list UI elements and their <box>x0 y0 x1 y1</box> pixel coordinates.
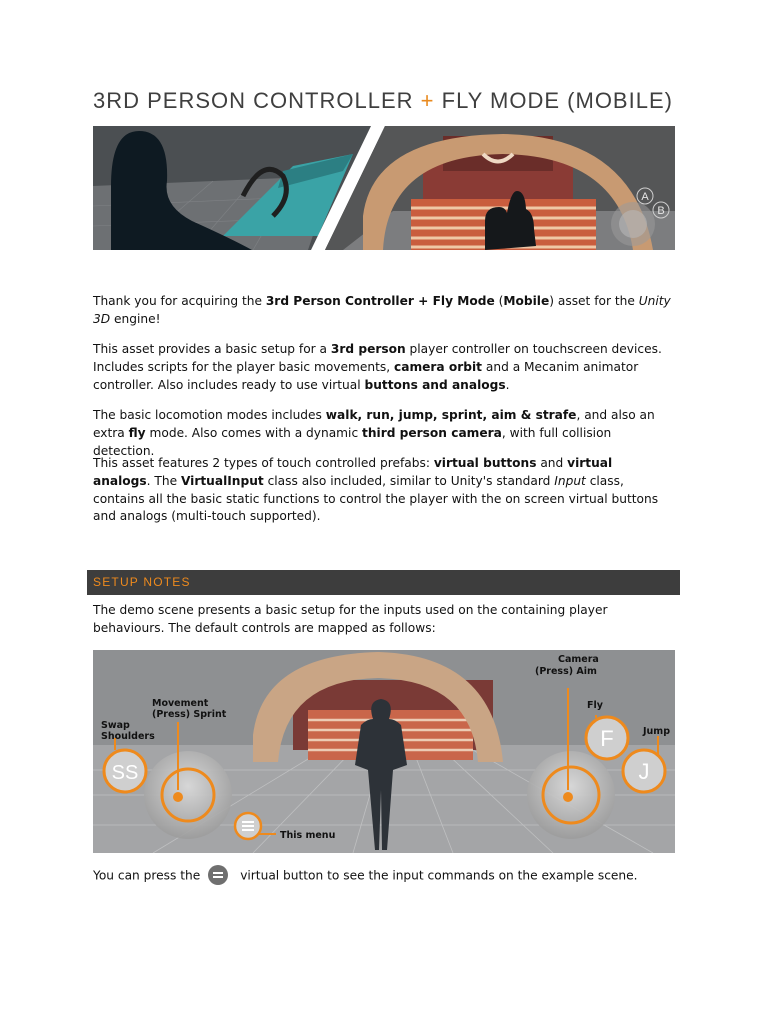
intro-paragraph-4: This asset features 2 types of touch controlled prefabs: virtual buttons and virtual analogs. The VirtualInput class also included, similar to Unity's standard Input class, contains all the basic static functions to control the player with the on screen virtual buttons and analogs (multi-touch supported). <box>93 456 659 524</box>
label-camera-1: Camera <box>558 654 599 665</box>
setup-notes-header <box>87 570 680 595</box>
banner-button-b: B <box>657 205 665 217</box>
label-swap-2: Shoulders <box>101 731 155 742</box>
fly-button[interactable]: F <box>600 726 614 751</box>
title-part-2: FLY MODE (MOBILE) <box>441 88 673 113</box>
label-swap-1: Swap <box>101 720 130 731</box>
menu-icon[interactable] <box>242 821 254 831</box>
menu-icon-inline <box>208 865 228 885</box>
label-movement-1: Movement <box>152 698 209 709</box>
footer-before: You can press the <box>93 868 201 883</box>
page-title <box>93 88 693 114</box>
banner-button-a: A <box>641 191 649 203</box>
title-plus: + <box>420 88 435 113</box>
label-jump: Jump <box>643 726 670 737</box>
intro-paragraph-1: Thank you for acquiring the 3rd Person Controller + Fly Mode (Mobile) asset for the Unity 3D engine! <box>93 294 671 326</box>
swap-shoulders-button[interactable]: SS <box>111 762 139 784</box>
label-menu: This menu <box>280 830 336 841</box>
intro-paragraph-2: This asset provides a basic setup for a 3rd person player controller on touchscreen devices. Includes scripts for the player basic movements, camera orbit and a Mecanim animator controller. Also includes ready to use virtual buttons and analogs. <box>93 342 662 392</box>
label-fly: Fly <box>587 700 603 711</box>
label-camera-2: (Press) Aim <box>535 666 597 677</box>
controls-scene-image <box>93 650 675 853</box>
jump-button[interactable]: J <box>638 759 650 784</box>
setup-notes-title: SETUP NOTES <box>93 575 191 589</box>
banner-image <box>93 126 675 250</box>
footer-note <box>93 866 673 886</box>
intro-paragraph-3: The basic locomotion modes includes walk, run, jump, sprint, aim & strafe, and also an extra fly mode. Also comes with a dynamic third person camera, with full collision detection. <box>93 408 655 458</box>
label-movement-2: (Press) Sprint <box>152 709 227 720</box>
setup-description: The demo scene presents a basic setup for the inputs used on the containing player behaviours. The default controls are mapped as follows: <box>93 603 608 635</box>
footer-after: virtual button to see the input commands on the example scene. <box>240 868 638 883</box>
banner-right-scene <box>325 126 675 250</box>
title-part-1: 3RD PERSON CONTROLLER <box>93 88 414 113</box>
